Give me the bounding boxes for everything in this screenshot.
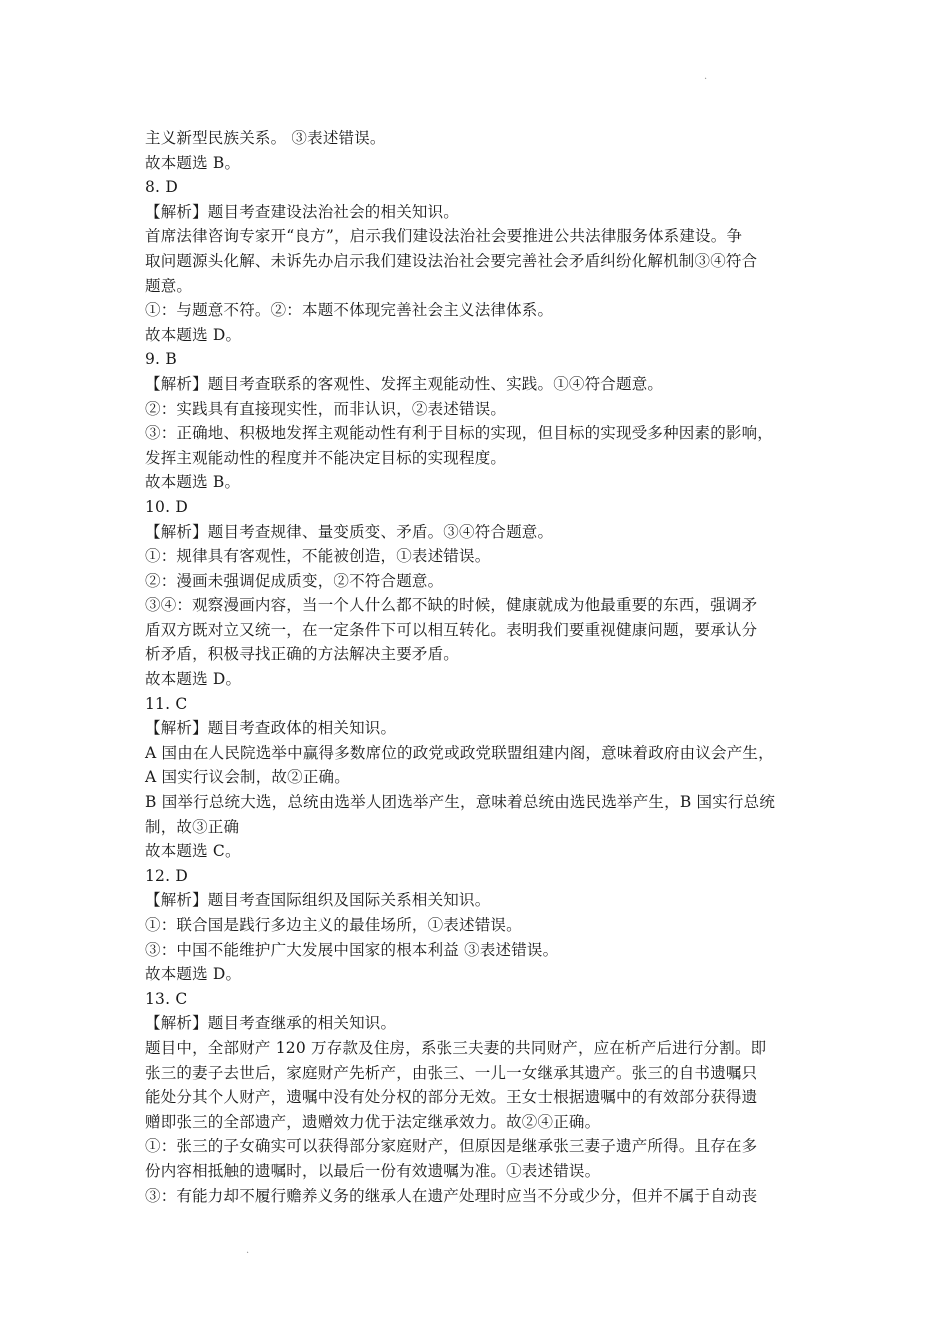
text-line: 故本题选 D。 <box>145 325 242 344</box>
text-line: ③：有能力却不履行赡养义务的继承人在遗产处理时应当不分或少分，但并不属于自动丧 <box>145 1186 758 1205</box>
text-line: A 国由在人民院选举中赢得多数席位的政党或政党联盟组建内阁，意味着政府由议会产生， <box>145 743 774 762</box>
text-line: ②：漫画未强调促成质变，②不符合题意。 <box>145 571 444 590</box>
text-line: 题目中，全部财产 120 万存款及住房，系张三夫妻的共同财产，应在析产后进行分割。即 <box>145 1038 767 1057</box>
text-line: 【解析】题目考查政体的相关知识。 <box>145 719 397 738</box>
page-mark-bottom: · <box>246 1248 250 1259</box>
text-line: 份内容相抵触的遗嘱时，以最后一份有效遗嘱为准。①表述错误。 <box>145 1161 601 1180</box>
text-line: ②：实践具有直接现实性，而非认识，②表述错误。 <box>145 399 507 418</box>
text-line: 题意。 <box>145 276 193 295</box>
page-mark: · <box>704 74 708 85</box>
text-line: ①：张三的子女确实可以获得部分家庭财产，但原因是继承张三妻子遗产所得。且存在多 <box>145 1137 758 1156</box>
text-line: 【解析】题目考查联系的客观性、发挥主观能动性、实践。①④符合题意。 <box>145 374 664 393</box>
text-line: 13. C <box>145 989 188 1008</box>
text-line: 故本题选 D。 <box>145 965 242 984</box>
text-line: ③：正确地、积极地发挥主观能动性有利于目标的实现，但目标的实现受多种因素的影响， <box>145 424 774 443</box>
text-line: 析矛盾，积极寻找正确的方法解决主要矛盾。 <box>145 645 460 664</box>
text-line: A 国实行议会制，故②正确。 <box>145 768 350 787</box>
text-line: 【解析】题目考查建设法治社会的相关知识。 <box>145 202 460 221</box>
text-line: 11. C <box>145 694 188 713</box>
text-line: ③④：观察漫画内容，当一个人什么都不缺的时候，健康就成为他最重要的东西，强调矛 <box>145 596 758 615</box>
text-line: 能处分其个人财产，遗嘱中没有处分权的部分无效。王女士根据遗嘱中的有效部分获得遗 <box>145 1088 758 1107</box>
text-line: 赠即张三的全部遗产，遗赠效力优于法定继承效力。故②④正确。 <box>145 1112 601 1131</box>
text-line: 9. B <box>145 350 177 369</box>
text-line: 取问题源头化解、未诉先办启示我们建设法治社会要完善社会矛盾纠纷化解机制③④符合 <box>145 251 758 270</box>
text-line: 故本题选 C。 <box>145 842 241 861</box>
text-line: 故本题选 D。 <box>145 670 242 689</box>
text-line: 故本题选 B。 <box>145 473 241 492</box>
text-line: 【解析】题目考查规律、量变质变、矛盾。③④符合题意。 <box>145 522 554 541</box>
text-line: 故本题选 B。 <box>145 153 241 172</box>
text-line: 10. D <box>145 497 189 516</box>
text-line: 张三的妻子去世后，家庭财产先析产，由张三、一儿一女继承其遗产。张三的自书遗嘱只 <box>145 1063 758 1082</box>
text-line: B 国举行总统大选，总统由选举人团选举产生，意味着总统由选民选举产生，B 国实行总统 <box>145 793 776 812</box>
text-line: ①：规律具有客观性，不能被创造，①表述错误。 <box>145 547 491 566</box>
text-line: ①：联合国是践行多边主义的最佳场所，①表述错误。 <box>145 916 522 934</box>
text-line: 【解析】题目考查继承的相关知识。 <box>145 1014 397 1033</box>
text-line: 首席法律咨询专家开“良方”，启示我们建设法治社会要推进公共法律服务体系建设。争 <box>145 227 743 246</box>
text-line: 12. D <box>145 866 189 885</box>
text-line: 制，故③正确 <box>145 817 240 836</box>
text-line: 【解析】题目考查国际组织及国际关系相关知识。 <box>145 891 491 910</box>
text-line: 主义新型民族关系。 ③表述错误。 <box>145 129 386 147</box>
text-line: ③：中国不能维护广大发展中国家的根本利益 ③表述错误。 <box>145 940 559 959</box>
text-line: 盾双方既对立又统一，在一定条件下可以相互转化。表明我们要重视健康问题，要承认分 <box>145 620 758 639</box>
text-line: 发挥主观能动性的程度并不能决定目标的实现程度。 <box>145 448 507 467</box>
text-line: ①：与题意不符。②：本题不体现完善社会主义法律体系。 <box>145 301 554 320</box>
answer-explanation-text <box>145 126 825 1208</box>
text-line: 8. D <box>145 178 178 197</box>
